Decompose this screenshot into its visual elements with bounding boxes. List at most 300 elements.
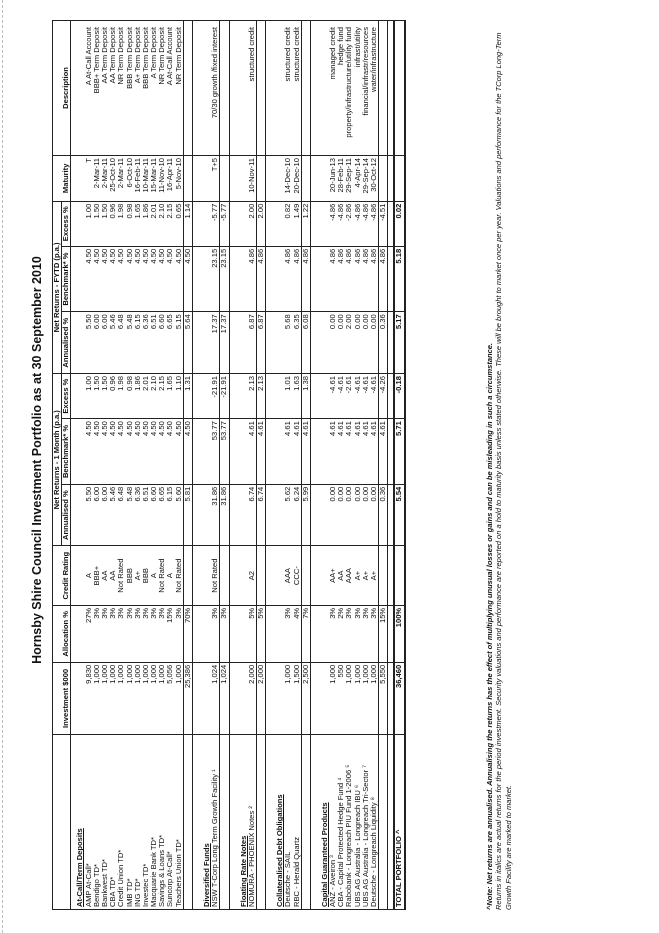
subtotal-m_bm: 4.61 [379, 419, 388, 485]
cell-desc: BBB Term Deposit [142, 21, 150, 156]
table-row [85, 21, 93, 910]
investment-name: NSW T-Corp Long Term Growth Facility ¹ [211, 735, 220, 910]
cell-inv: 1,000 [329, 662, 337, 734]
cell-m_bm: 4.50 [158, 419, 166, 485]
cell-f_ann: 0.00 [329, 312, 337, 374]
cell-desc: financial/infrastr/resources [362, 21, 370, 156]
subtotal-row [220, 21, 229, 910]
cell-m_ex: -4.61 [329, 374, 337, 419]
subtotal-label [379, 735, 388, 910]
cell-m_ann: 5.48 [126, 484, 134, 546]
cell-m_ex: 1.86 [134, 374, 142, 419]
col-allocation-header: Allocation % [53, 605, 71, 662]
cell-m_bm: 4.61 [362, 419, 370, 485]
empty-cell [235, 156, 248, 202]
table-row [101, 21, 109, 910]
report-title: Hornsby Shire Council Investment Portfolio as at 30 September 2010 [30, 256, 44, 664]
cell-maturity: 2-Mar-11 [101, 156, 109, 202]
subtotal-maturity [379, 156, 388, 202]
cell-f_ann: 2.00 [345, 312, 353, 374]
table-row [93, 21, 101, 910]
cell-f_ann: 5.50 [85, 312, 93, 374]
subtotal-maturity [256, 156, 265, 202]
empty-cell [235, 201, 248, 246]
cell-desc: BBB Term Deposit [126, 21, 134, 156]
col-credit-header: Credit Rating [53, 546, 71, 605]
cell-inv: 1,000 [370, 662, 379, 734]
cell-f_bm: 4.86 [284, 246, 292, 312]
cell-inv: 1,000 [284, 662, 292, 734]
table-row [175, 21, 184, 910]
cell-f_ex: 1.50 [101, 201, 109, 246]
cell-f_ex: 2.15 [166, 201, 174, 246]
cell-m_ann: 6.24 [293, 484, 302, 546]
investment-name: IMB TD* [126, 735, 134, 910]
cell-inv: 1,000 [354, 662, 362, 734]
cell-rating: Not Rated [158, 546, 166, 605]
subtotal-rating [183, 546, 192, 605]
cell-alloc: 3% [109, 605, 117, 662]
subtotal-inv: 2,500 [301, 662, 310, 734]
subtotal-inv: 1,024 [220, 662, 229, 734]
cell-f_bm: 4.86 [337, 246, 345, 312]
cell-m_ex: 2.15 [158, 374, 166, 419]
subtotal-alloc: 7% [301, 605, 310, 662]
subtotal-label [183, 735, 192, 910]
cell-f_bm: 4.50 [134, 246, 142, 312]
subtotal-alloc: 70% [183, 605, 192, 662]
cell-maturity: T+5 [211, 156, 220, 202]
cell-m_ann: 6.36 [134, 484, 142, 546]
cell-rating: AA [101, 546, 109, 605]
table-row [109, 21, 117, 910]
cell-f_ex: 2.00 [248, 201, 257, 246]
cell-m_bm: 4.50 [117, 419, 125, 485]
cell-alloc: 4% [293, 605, 302, 662]
subtotal-label [256, 735, 265, 910]
cell-f_ann: 0.00 [370, 312, 379, 374]
cell-m_ex: 1.50 [101, 374, 109, 419]
cell-f_ex: -4.86 [354, 201, 362, 246]
cell-alloc: 3% [158, 605, 166, 662]
cell-desc: A At-Call Account [85, 21, 93, 156]
empty-cell [71, 21, 85, 156]
cell-maturity: 25-Oct-10 [109, 156, 117, 202]
cell-m_bm: 4.50 [109, 419, 117, 485]
subtotal-row [183, 21, 192, 910]
cell-m_ex: 2.10 [150, 374, 158, 419]
cell-f_ex: -4.86 [370, 201, 379, 246]
empty-cell [71, 246, 85, 312]
table-row [211, 21, 220, 910]
cell-m_bm: 4.50 [150, 419, 158, 485]
investment-name: Bendigo TD* [93, 735, 101, 910]
fytd-annualised-header: Annualised % [62, 312, 71, 374]
cell-m_ann: 6.60 [150, 484, 158, 546]
empty-cell [71, 605, 85, 662]
cell-rating: BBB+ [93, 546, 101, 605]
cell-f_bm: 4.50 [101, 246, 109, 312]
cell-m_bm: 4.61 [354, 419, 362, 485]
subtotal-m_bm: 4.61 [301, 419, 310, 485]
total-desc [394, 21, 404, 156]
cell-rating: A2 [248, 546, 257, 605]
cell-f_ann: 17.37 [211, 312, 220, 374]
subtotal-desc [256, 21, 265, 156]
cell-m_ann: 5.60 [175, 484, 184, 546]
subtotal-maturity [220, 156, 229, 202]
subtotal-alloc: 5% [256, 605, 265, 662]
cell-m_ann: 0.00 [345, 484, 353, 546]
cell-m_ann: 6.65 [158, 484, 166, 546]
table-row [150, 21, 158, 910]
cell-maturity: 29-Sep-11 [345, 156, 353, 202]
cell-inv: 550 [337, 662, 345, 734]
section-header-row [271, 21, 284, 910]
total-alloc: 100% [394, 605, 404, 662]
subtotal-f_bm: 4.86 [301, 246, 310, 312]
subtotal-m_bm: 53.77 [220, 419, 229, 485]
month-annualised-header: Annualised % [62, 484, 71, 546]
cell-f_ann: 0.00 [354, 312, 362, 374]
cell-f_bm: 4.50 [175, 246, 184, 312]
col-description-header: Description [53, 21, 71, 156]
cell-f_ann: 6.00 [101, 312, 109, 374]
cell-rating: AA [109, 546, 117, 605]
subtotal-f_ann: 17.37 [220, 312, 229, 374]
footnotes [485, 20, 513, 910]
subtotal-label [301, 735, 310, 910]
cell-m_ex: 2.13 [248, 374, 257, 419]
cell-f_ex: -4.86 [337, 201, 345, 246]
table-row [362, 21, 370, 910]
cell-desc: AA Term Deposit [109, 21, 117, 156]
cell-maturity: 10-Mar-11 [142, 156, 150, 202]
empty-cell [71, 484, 85, 546]
subtotal-desc [220, 21, 229, 156]
table-row [134, 21, 142, 910]
cell-f_ex: -2.86 [345, 201, 353, 246]
investment-name: CBA TD* [109, 735, 117, 910]
cell-rating: Not Rated [175, 546, 184, 605]
section-title: Floating Rate Notes [235, 735, 248, 910]
subtotal-f_bm: 4.50 [183, 246, 192, 312]
cell-m_ann: 5.50 [85, 484, 93, 546]
subtotal-f_ann: 0.36 [379, 312, 388, 374]
cell-alloc: 3% [284, 605, 292, 662]
cell-alloc: 3% [134, 605, 142, 662]
cell-maturity: 10-Nov-11 [248, 156, 257, 202]
cell-f_bm: 4.50 [142, 246, 150, 312]
cell-rating: A [150, 546, 158, 605]
total-m_bm: 5.71 [394, 419, 404, 485]
cell-maturity: 20-Dec-10 [293, 156, 302, 202]
cell-inv: 1,000 [158, 662, 166, 734]
cell-f_bm: 4.50 [158, 246, 166, 312]
section-header-row [71, 21, 85, 910]
cell-inv: 1,024 [211, 662, 220, 734]
investment-name: Deutsche - Longreach Liquidity ⁸ [370, 735, 379, 910]
cell-m_ex: -4.61 [370, 374, 379, 419]
table-row [158, 21, 166, 910]
cell-f_bm: 4.50 [117, 246, 125, 312]
cell-alloc: 3% [362, 605, 370, 662]
subtotal-f_ex: -4.51 [379, 201, 388, 246]
footnote-valuation: Returns in italics are actual returns for the period investment. Security valuations and performance are reported on a hold to maturity basis unless stated otherwise. These will be brought to market once per year. Valuations and performance for the TCorp Long-Term Growth Facility are marked to market. [494, 32, 513, 910]
cell-rating: AAA [345, 546, 353, 605]
subtotal-f_ex: 1.22 [301, 201, 310, 246]
cell-inv: 1,000 [126, 662, 134, 734]
subtotal-row [379, 21, 388, 910]
cell-inv: 1,000 [150, 662, 158, 734]
col-name-header [53, 735, 71, 910]
cell-inv: 1,000 [175, 662, 184, 734]
cell-f_ex: 0.65 [175, 201, 184, 246]
investment-name: ING TD* [134, 735, 142, 910]
cell-inv: 1,000 [142, 662, 150, 734]
subtotal-m_ann: 5.81 [183, 484, 192, 546]
cell-f_bm: 4.86 [362, 246, 370, 312]
subtotal-m_ex: -4.26 [379, 374, 388, 419]
total-label: TOTAL PORTFOLIO ^ [394, 735, 404, 910]
cell-desc: A Term Deposit [150, 21, 158, 156]
cell-f_ex: 1.00 [85, 201, 93, 246]
cell-alloc: 3% [150, 605, 158, 662]
empty-cell [235, 374, 248, 419]
cell-f_ex: 1.65 [134, 201, 142, 246]
subtotal-f_ann: 6.87 [256, 312, 265, 374]
subtotal-f_bm: 4.86 [256, 246, 265, 312]
table-row [329, 21, 337, 910]
subtotal-inv: 25,386 [183, 662, 192, 734]
cell-f_bm: 4.50 [150, 246, 158, 312]
cell-maturity: 30-Oct-12 [370, 156, 379, 202]
cell-f_ex: -5.77 [211, 201, 220, 246]
cell-maturity: 20-Jun-13 [329, 156, 337, 202]
subtotal-f_bm: 23.15 [220, 246, 229, 312]
cell-f_ann: 6.48 [117, 312, 125, 374]
cell-f_ann: 0.00 [362, 312, 370, 374]
investment-name: Macquarie Bank TD* [150, 735, 158, 910]
cell-rating: A [166, 546, 174, 605]
empty-cell [235, 546, 248, 605]
cell-inv: 1,000 [345, 662, 353, 734]
total-f_ex: 0.02 [394, 201, 404, 246]
investment-name: RBC - Herald Quartz [293, 735, 302, 910]
cell-f_ann: 6.65 [166, 312, 174, 374]
total-m_ex: -0.18 [394, 374, 404, 419]
cell-alloc: 3% [175, 605, 184, 662]
total-maturity [394, 156, 404, 202]
investment-name: Investec TD* [142, 735, 150, 910]
table-row [248, 21, 257, 910]
total-f_bm: 5.18 [394, 246, 404, 312]
cell-m_bm: 4.50 [166, 419, 174, 485]
investment-name: Teachers Union TD* [175, 735, 184, 910]
cell-f_ann: 6.36 [142, 312, 150, 374]
cell-inv: 5,056 [166, 662, 174, 734]
investment-name: UBS AG Australia - Longreach IBU ⁶ [354, 735, 362, 910]
cell-f_ann: 5.48 [126, 312, 134, 374]
cell-m_ex: 1.10 [175, 374, 184, 419]
table-row [293, 21, 302, 910]
cell-inv: 1,000 [117, 662, 125, 734]
subtotal-m_ex: 1.38 [301, 374, 310, 419]
cell-m_ann: 6.74 [248, 484, 257, 546]
cell-maturity: 5-Nov-10 [175, 156, 184, 202]
subtotal-maturity [183, 156, 192, 202]
subtotal-m_ann: 5.99 [301, 484, 310, 546]
table-row [142, 21, 150, 910]
cell-m_ann: 0.00 [329, 484, 337, 546]
empty-cell [235, 662, 248, 734]
cell-m_ann: 5.46 [109, 484, 117, 546]
cell-f_bm: 4.50 [166, 246, 174, 312]
cell-alloc: 3% [126, 605, 134, 662]
cell-f_ann: 5.15 [175, 312, 184, 374]
cell-f_ex: 0.96 [109, 201, 117, 246]
footnote-annualised: ^Note: Net returns are annualised. Annualising the returns has the effect of multiplying unusual losses or gains and can be misleading in such a circumstance. [485, 342, 494, 910]
cell-inv: 2,000 [248, 662, 257, 734]
cell-m_bm: 4.50 [85, 419, 93, 485]
cell-maturity: 15-Mar-11 [150, 156, 158, 202]
cell-m_bm: 4.61 [329, 419, 337, 485]
cell-rating: AA [337, 546, 345, 605]
cell-rating: CCC- [293, 546, 302, 605]
cell-f_bm: 4.50 [126, 246, 134, 312]
table-row [117, 21, 125, 910]
cell-m_ann: 5.62 [284, 484, 292, 546]
subtotal-m_bm: 4.61 [256, 419, 265, 485]
cell-m_bm: 4.61 [293, 419, 302, 485]
col-maturity-header: Maturity [53, 156, 71, 202]
cell-m_bm: 4.61 [370, 419, 379, 485]
fytd-benchmark-header: Benchmark* % [62, 246, 71, 312]
subtotal-rating [256, 546, 265, 605]
cell-maturity: 11-Nov-10 [158, 156, 166, 202]
cell-alloc: 3% [329, 605, 337, 662]
table-row [166, 21, 174, 910]
empty-cell [71, 374, 85, 419]
cell-m_bm: 4.61 [345, 419, 353, 485]
cell-f_ann: 5.46 [109, 312, 117, 374]
net-month-header: Net Returns - 1 Month (p.a.) [53, 374, 62, 546]
cell-desc: hedge fund [337, 21, 345, 156]
subtotal-m_ann: 0.36 [379, 484, 388, 546]
cell-m_bm: 4.50 [101, 419, 109, 485]
cell-f_ex: -4.86 [329, 201, 337, 246]
subtotal-f_bm: 4.86 [379, 246, 388, 312]
cell-m_ex: 2.01 [142, 374, 150, 419]
cell-maturity: 4-Apr-14 [354, 156, 362, 202]
subtotal-label [220, 735, 229, 910]
cell-m_ex: 0.96 [109, 374, 117, 419]
cell-f_bm: 4.86 [248, 246, 257, 312]
empty-cell [71, 546, 85, 605]
cell-maturity: 6-Oct-10 [126, 156, 134, 202]
cell-maturity: 29-Sep-14 [362, 156, 370, 202]
cell-desc: managed credit [329, 21, 337, 156]
cell-f_ex: 1.86 [142, 201, 150, 246]
col-investment-header: Investment $000 [53, 662, 71, 734]
cell-desc: A At-Call Account [166, 21, 174, 156]
cell-m_ex: 0.98 [126, 374, 134, 419]
table-row [126, 21, 134, 910]
subtotal-m_ex: 1.31 [183, 374, 192, 419]
section-title: Diversified Funds [198, 735, 211, 910]
cell-desc: 70/30 growth /fixed interest [211, 21, 220, 156]
cell-desc: structured credit [248, 21, 257, 156]
cell-maturity: 2-Mar-11 [117, 156, 125, 202]
cell-f_bm: 4.50 [109, 246, 117, 312]
cell-desc: A+ Term Deposit [134, 21, 142, 156]
cell-rating: AA+ [329, 546, 337, 605]
cell-m_ex: 1.00 [85, 374, 93, 419]
scan-margin-line [2, 0, 5, 933]
cell-desc: NR Term Deposit [158, 21, 166, 156]
empty-cell [71, 201, 85, 246]
cell-inv: 9,830 [85, 662, 93, 734]
cell-inv: 1,000 [93, 662, 101, 734]
cell-maturity: 16-Apr-11 [166, 156, 174, 202]
cell-f_ann: 6.87 [248, 312, 257, 374]
cell-f_ann: 5.68 [284, 312, 292, 374]
empty-cell [71, 419, 85, 485]
cell-alloc: 3% [117, 605, 125, 662]
cell-f_ann: 6.00 [93, 312, 101, 374]
cell-f_ex: 2.01 [150, 201, 158, 246]
net-fytd-header: Net Returns - FYTD (p.a.) [53, 201, 62, 373]
total-row [394, 21, 404, 910]
cell-rating: BBB [126, 546, 134, 605]
subtotal-m_ann: 6.74 [256, 484, 265, 546]
table-row [345, 21, 353, 910]
cell-rating: A+ [362, 546, 370, 605]
cell-m_ann: 6.48 [117, 484, 125, 546]
subtotal-inv: 5,550 [379, 662, 388, 734]
cell-alloc: 3% [370, 605, 379, 662]
section-header-row [235, 21, 248, 910]
cell-f_bm: 23.15 [211, 246, 220, 312]
cell-m_ann: 6.00 [101, 484, 109, 546]
total-inv: 36,460 [394, 662, 404, 734]
cell-m_ex: -4.61 [362, 374, 370, 419]
subtotal-f_ex: 2.00 [256, 201, 265, 246]
cell-alloc: 15% [166, 605, 174, 662]
subtotal-m_ann: 31.86 [220, 484, 229, 546]
cell-f_ex: 1.98 [117, 201, 125, 246]
cell-alloc: 27% [85, 605, 93, 662]
empty-cell [71, 662, 85, 734]
cell-alloc: 2% [337, 605, 345, 662]
cell-m_bm: 4.61 [337, 419, 345, 485]
cell-inv: 1,000 [134, 662, 142, 734]
table-body [71, 21, 405, 910]
fytd-excess-header: Excess % [62, 201, 71, 246]
subtotal-row [256, 21, 265, 910]
subtotal-m_ex: -21.91 [220, 374, 229, 419]
cell-alloc: 3% [211, 605, 220, 662]
cell-desc: water/infrastructure [370, 21, 379, 156]
cell-rating: A+ [370, 546, 379, 605]
cell-m_ex: 1.50 [93, 374, 101, 419]
subtotal-f_ann: 6.08 [301, 312, 310, 374]
cell-inv: 1,000 [101, 662, 109, 734]
subtotal-inv: 2,000 [256, 662, 265, 734]
section-header-row [316, 21, 329, 910]
table-row [284, 21, 292, 910]
cell-m_ex: -4.61 [354, 374, 362, 419]
